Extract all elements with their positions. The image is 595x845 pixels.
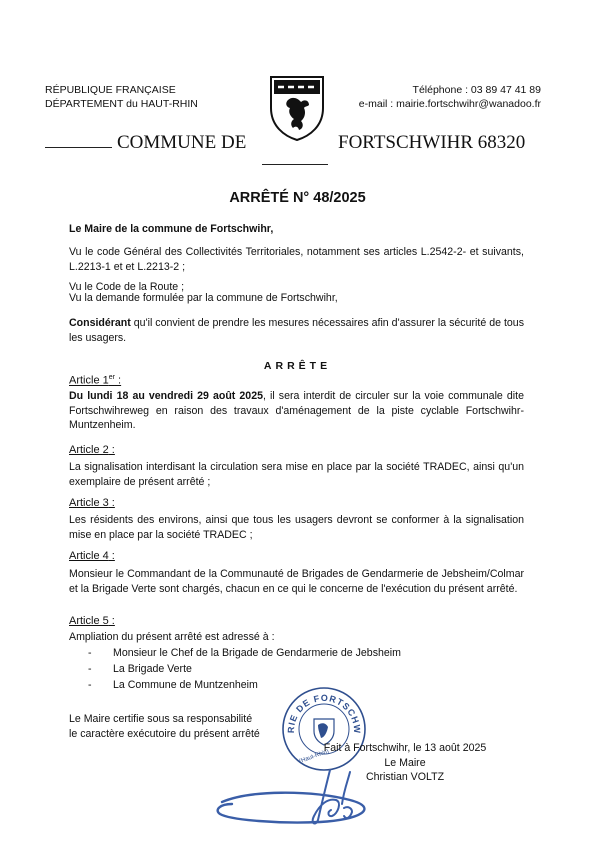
header-rule-left xyxy=(45,147,112,148)
signature-icon xyxy=(210,760,440,840)
article-2-title-suffix: : xyxy=(108,444,115,456)
stamp-subtext: (Haut-Rhin) xyxy=(298,748,330,765)
list-item: - La Commune de Muntzenheim xyxy=(88,677,508,693)
signatory-role: Le Maire xyxy=(384,756,426,769)
article-3-title xyxy=(69,497,115,509)
commune-label-right: FORTSCHWIHR 68320 xyxy=(338,132,526,153)
article-1-dates: Du lundi 18 au vendredi 29 août 2025 xyxy=(69,390,263,402)
list-item: - Monsieur le Chef de la Brigade de Gendarmerie de Jebsheim xyxy=(88,645,508,661)
commune-label-left: COMMUNE DE xyxy=(117,132,247,153)
shield-icon xyxy=(268,74,326,142)
vu-cgct: Vu le code Général des Collectivités Territoriales, notamment ses articles L.2542-2- et suivants, L.2213-1 et et L.2213-2 ; xyxy=(69,246,524,273)
handwritten-signature xyxy=(210,760,440,840)
header-left xyxy=(45,83,198,111)
arrete-title: ARRÊTÉ N° 48/2025 xyxy=(229,190,366,206)
header-right xyxy=(350,83,541,111)
article-1-title-text: Article 1 xyxy=(69,374,109,387)
list-item: - La Brigade Verte xyxy=(88,661,508,677)
certification-block xyxy=(69,712,260,742)
email-label: e-mail : mairie.fortschwihr@wanadoo.fr xyxy=(358,98,541,110)
article-4-title-suffix: : xyxy=(108,550,115,562)
article-2-title-text: Article 2 xyxy=(69,444,109,456)
considerant-label: Considérant xyxy=(69,317,131,329)
article-1-title xyxy=(69,374,121,387)
republique-label: RÉPUBLIQUE FRANÇAISE xyxy=(45,84,176,96)
header-rule-center xyxy=(262,164,328,165)
article-2-text: La signalisation interdisant la circulation sera mise en place par la société TRADEC, ainsi qu'un exemplaire de présent arrêté ; xyxy=(69,461,524,488)
arrete-heading: ARRÊTE xyxy=(263,360,332,372)
considerant-text: qu'il convient de prendre les mesures nécessaires afin d'assurer la sécurité de tous les usagers. xyxy=(69,317,524,344)
article-5-title-text: Article 5 xyxy=(69,615,109,627)
place-date: Fait à Fortschwihr, le 13 août 2025 xyxy=(323,742,487,754)
article-4-title-text: Article 4 xyxy=(69,550,109,562)
maire-intro: Le Maire de la commune de Fortschwihr, xyxy=(69,223,274,235)
certification-line-2: le caractère exécutoire du présent arrêté xyxy=(69,728,260,740)
article-1-title-sup: er xyxy=(108,374,115,381)
article-5-text: Ampliation du présent arrêté est adressé à : xyxy=(69,631,275,643)
considerant-paragraph xyxy=(69,316,524,345)
article-1-title-suffix: : xyxy=(114,374,122,387)
stamp-text: RIE DE FORTSCHW xyxy=(285,692,363,735)
article-5-title xyxy=(69,615,115,627)
phone-label: Téléphone : 03 89 47 41 89 xyxy=(412,84,541,96)
article-3-title-suffix: : xyxy=(108,497,115,509)
article-3-text: Les résidents des environs, ainsi que tous les usagers devront se conformer à la signalisation mise en place par la société TRADEC ; xyxy=(69,514,524,541)
article-1-body: , il sera interdit de circuler sur la voie communale dite Fortschwihreweg en raison des travaux d'aménagement de la piste cyclable Fortschwihr-Muntzenheim. xyxy=(69,390,524,432)
signatory-name: Christian VOLTZ xyxy=(365,771,445,783)
article-2-title xyxy=(69,444,115,456)
vu-demande: Vu la demande formulée par la commune de Fortschwihr, xyxy=(69,292,338,304)
certification-line-1: Le Maire certifie sous sa responsabilité xyxy=(69,713,253,725)
article-3-title-text: Article 3 xyxy=(69,497,109,509)
article-5-title-suffix: : xyxy=(108,615,115,627)
article-1-text xyxy=(69,389,524,433)
article-4-title xyxy=(69,550,115,562)
departement-label: DÉPARTEMENT du HAUT-RHIN xyxy=(45,98,198,110)
vu-code-route: Vu le Code de la Route ; xyxy=(69,281,185,293)
coat-of-arms-logo xyxy=(268,74,326,142)
article-4-text: Monsieur le Commandant de la Communauté de Brigades de Gendarmerie de Jebsheim/Colmar et la Brigade Verte sont chargés, chacun en ce qui le concerne de l'exécution du présent arrêté. xyxy=(69,568,524,595)
